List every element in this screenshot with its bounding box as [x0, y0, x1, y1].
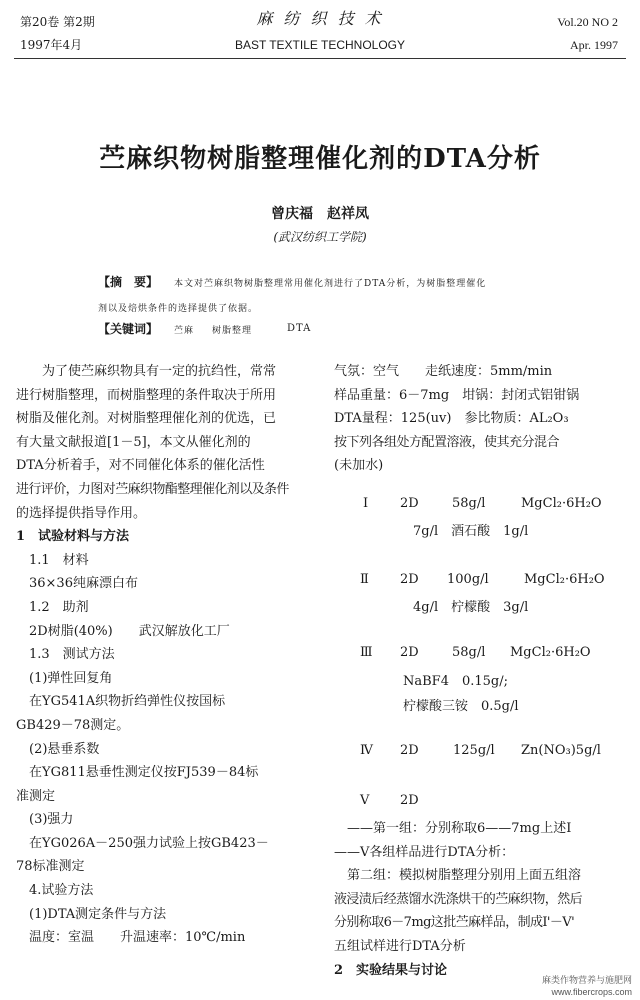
abstract-label: 【摘 要】 — [98, 275, 159, 289]
formula-2-numeral: Ⅱ — [360, 572, 369, 587]
header-rule — [14, 58, 626, 59]
left-line: DTA分析着手，对不同催化体系的催化活性 — [16, 458, 265, 474]
formula-3-resin: 2D — [400, 645, 419, 660]
volume-issue-cn: 第20卷 第2期 — [20, 15, 95, 29]
date-cn: 1997年4月 — [20, 38, 83, 52]
left-line: 在YG811悬垂性测定仪按FJ539－84标 — [16, 765, 259, 781]
formula-3-catalyst: MgCl₂·6H₂O — [510, 645, 591, 660]
formula-2-line2: 4g/l 柠檬酸 3g/l — [413, 600, 529, 615]
formula-1-conc: 58g/l — [452, 496, 486, 511]
right-line: (未加水) — [334, 458, 384, 474]
right-line: ——Ⅴ各组样品进行DTA分析： — [334, 844, 515, 860]
left-line: 温度：室温 升温速率：10℃/min — [16, 930, 246, 946]
section-heading-1: 1 试验材料与方法 — [16, 529, 130, 545]
watermark-en: www.fibercrops.com — [551, 987, 632, 997]
watermark-cn: 麻类作物营养与施肥网 — [541, 976, 632, 986]
journal-name-en: BAST TEXTILE TECHNOLOGY — [234, 38, 406, 52]
left-line: (1)弹性回复角 — [16, 670, 113, 686]
right-line: 按下列各组处方配置溶液，使其充分混合 — [334, 434, 560, 450]
left-line: 在YG026A－250强力试验上按GB423－ — [16, 835, 269, 851]
left-line: 准测定 — [16, 788, 56, 804]
formula-1-catalyst: MgCl₂·6H₂O — [521, 496, 602, 511]
right-line: 液浸渍后经蒸馏水洗涤烘干的苎麻织物，然后 — [334, 891, 583, 907]
left-line: 为了使苎麻织物具有一定的抗绉性，常常 — [16, 364, 277, 379]
formula-4-resin: 2D — [400, 743, 419, 758]
right-line: DTA量程：125(uv) 参比物质：AL₂O₃ — [334, 411, 569, 427]
left-line: 2D树脂(40%) 武汉解放化工厂 — [16, 623, 230, 639]
affiliation: (武汉纺织工学院) — [273, 230, 367, 244]
left-line: 进行评价，力图对苎麻织物酯整理催化剂以及条件 — [16, 481, 289, 497]
left-line: 4.试验方法 — [16, 883, 94, 899]
formula-5-resin: 2D — [400, 793, 419, 808]
right-line: ——第一组：分别称取6——7mg上述Ⅰ — [334, 821, 572, 836]
left-line: 的选择提供指导作用。 — [16, 505, 147, 521]
right-line: 气氛：空气 走纸速度：5mm/min — [334, 364, 553, 379]
left-line: 36×36纯麻漂白布 — [16, 576, 138, 592]
left-column — [16, 360, 332, 950]
formula-4-conc: 125g/l — [453, 743, 495, 758]
left-line: 有大量文献报道[1－5]，本文从催化剂的 — [16, 434, 251, 450]
left-line: 进行树脂整理，而树脂整理的条件取决于所用 — [16, 387, 277, 403]
right-line: 第二组：模拟树脂整理分别用上面五组溶 — [334, 868, 582, 884]
section-heading-2: 2 实验结果与讨论 — [334, 962, 448, 978]
right-line: 样品重量：6－7mg 坩锅：封闭式铝钳锅 — [334, 387, 580, 403]
right-line: 分别称取6－7mg这批苎麻样品，制成Ⅰ'－Ⅴ' — [334, 915, 575, 931]
left-line: (1)DTA测定条件与方法 — [16, 906, 167, 922]
journal-name-cn: 麻 纺 织 技 术 — [256, 9, 384, 28]
formula-4-numeral: Ⅳ — [360, 743, 373, 758]
authors: 曾庆福 赵祥凤 — [271, 206, 369, 222]
formula-2-catalyst: MgCl₂·6H₂O — [524, 572, 605, 587]
left-line: (2)悬垂系数 — [16, 741, 100, 757]
date-en: Apr. 1997 — [570, 38, 618, 52]
formula-3-conc: 58g/l — [452, 645, 486, 660]
formula-4-catalyst: Zn(NO₃)5g/l — [521, 743, 601, 758]
formula-3-numeral: Ⅲ — [360, 645, 373, 660]
volume-issue-en: Vol.20 NO 2 — [557, 15, 618, 29]
right-column-top — [334, 360, 634, 478]
abstract-line-2: 剂以及焙烘条件的选择提供了依据。 — [98, 304, 259, 314]
left-line: GB429－78测定。 — [16, 717, 130, 733]
keyword-1: 苎麻 — [174, 326, 195, 336]
left-line: (3)强力 — [16, 812, 74, 828]
left-line: 在YG541A织物折绉弹性仪按国标 — [16, 694, 226, 710]
right-column-bottom — [334, 817, 634, 982]
formula-3-line2: NaBF4 0.15g/; — [403, 674, 508, 689]
formula-3-line3: 柠檬酸三铵 0.5g/l — [403, 699, 519, 714]
keyword-2: 树脂整理 — [212, 326, 253, 336]
keywords-label: 【关键词】 — [98, 322, 159, 336]
formula-2-resin: 2D — [400, 572, 419, 587]
right-line: 五组试样进行DTA分析 — [334, 938, 466, 954]
formula-1-numeral: Ⅰ — [363, 496, 369, 511]
paper-title: 苎麻织物树脂整理催化剂的DTA分析 — [99, 144, 541, 174]
abstract-line-1: 本文对苎麻织物树脂整理常用催化剂进行了DTA分析，为树脂整理催化 — [174, 279, 487, 289]
watermark — [542, 976, 632, 998]
formula-1-resin: 2D — [400, 496, 419, 511]
left-line: 1.3 测试方法 — [16, 647, 115, 663]
left-line: 78标准测定 — [16, 859, 85, 875]
left-line: 树脂及催化剂。对树脂整理催化剂的优选，已 — [16, 411, 277, 427]
keyword-3: DTA — [287, 323, 312, 334]
formula-2-conc: 100g/l — [447, 572, 489, 587]
left-line: 1.2 助剂 — [16, 599, 89, 615]
formula-1-line2: 7g/l 酒石酸 1g/l — [413, 524, 529, 539]
left-line: 1.1 材料 — [16, 552, 89, 568]
formula-5-numeral: Ⅴ — [360, 793, 370, 808]
